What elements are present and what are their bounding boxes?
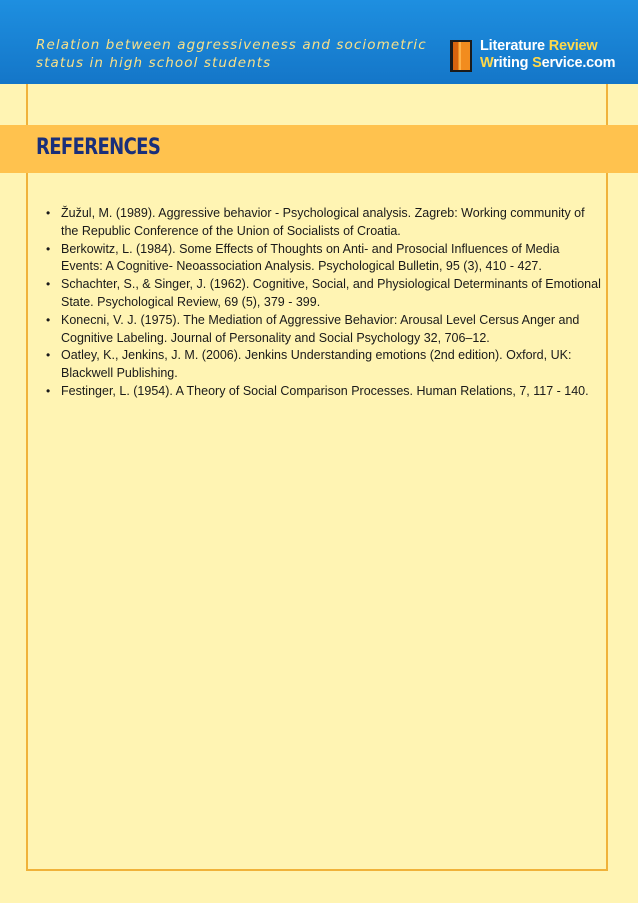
reference-list bbox=[44, 205, 604, 401]
bullet-icon: • bbox=[46, 241, 51, 256]
reference-text: Žužul, M. (1989). Aggressive behavior - Psychological analysis. Zagreb: Working community of the Republic Conference of the Union of Socialists of Croatia. bbox=[61, 206, 585, 238]
reference-item bbox=[44, 205, 604, 241]
page-header bbox=[0, 0, 638, 84]
reference-text: Festinger, L. (1954). A Theory of Social Comparison Processes. Human Relations, 7, 117 - 140. bbox=[61, 383, 589, 398]
brand-logo[interactable] bbox=[450, 38, 616, 78]
bullet-icon: • bbox=[46, 206, 51, 220]
page-frame bbox=[26, 84, 608, 871]
reference-item bbox=[44, 276, 604, 312]
document-title bbox=[36, 36, 436, 72]
reference-text: Konecni, V. J. (1975). The Mediation of Aggressive Behavior: Arousal Level Cersus Anger and Cognitive Labeling. Journal of Personality and Social Psychology 32, 706–12. bbox=[61, 312, 580, 345]
reference-text: Schachter, S., & Singer, J. (1962). Cognitive, Social, and Physiological Determinants of Emotional State. Psychological Review, 69 (5), 379 - 399. bbox=[61, 277, 601, 309]
bullet-icon: • bbox=[46, 277, 51, 292]
document-title-line-2: status in high school students bbox=[36, 55, 272, 71]
bullet-icon: • bbox=[46, 383, 51, 398]
brand-logo-line-2: Writing Service.com bbox=[480, 55, 616, 71]
bullet-icon: • bbox=[46, 312, 51, 327]
brand-logo-text bbox=[480, 38, 616, 72]
reference-text: Oatley, K., Jenkins, J. M. (2006). Jenkins Understanding emotions (2nd edition). Oxford, UK: Blackwell Publishing. bbox=[61, 348, 572, 381]
reference-item bbox=[44, 312, 604, 348]
section-heading: REFERENCES bbox=[36, 135, 161, 160]
reference-item bbox=[44, 383, 604, 401]
reference-item bbox=[44, 241, 604, 277]
document-title-line-1: Relation between aggressiveness and sociometric bbox=[36, 37, 427, 53]
reference-text: Berkowitz, L. (1984). Some Effects of Thoughts on Anti- and Prosocial Influences of Media Events: A Cognitive- Neoassociation Analysis. Psychological Bulletin, 95 (3), 410 - 427. bbox=[61, 241, 560, 274]
reference-item bbox=[44, 347, 604, 383]
brand-logo-line-1: Literature Review bbox=[480, 38, 598, 54]
book-icon bbox=[450, 40, 472, 72]
bullet-icon: • bbox=[46, 348, 51, 363]
